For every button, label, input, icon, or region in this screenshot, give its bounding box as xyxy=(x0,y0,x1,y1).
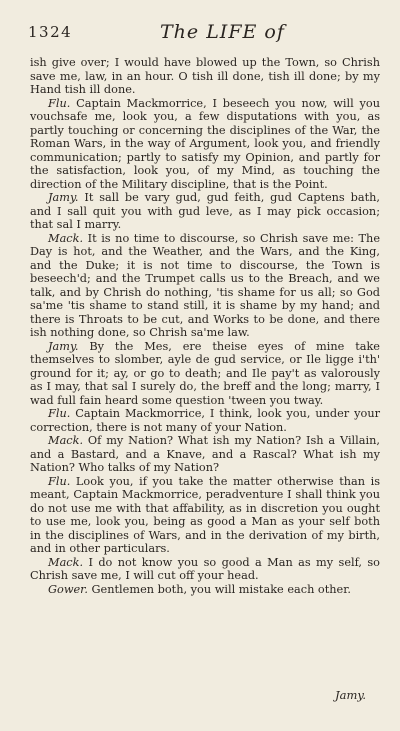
speech-paragraph xyxy=(30,232,380,340)
speaker-name: Flu. xyxy=(48,474,71,488)
speaker-name: Flu. xyxy=(48,407,71,420)
speech-paragraph xyxy=(30,434,380,475)
speaker-name: Jamy. xyxy=(48,339,79,353)
speech-text: It is no time to discourse, so Chrish save me: The Day is hot, and the Weather, and the Wars, and the King, and the Duke; it is not time to discourse, the Town is beseech'd; and the Trumpet calls us to the Breach, and we talk, and by Chrish do nothing, 'tis shame for us all; so God sa'me 'tis shame to stand still, it is shame by my hand; and there is Throats to be cut, and Works to be done, and there ish nothing done, so Chrish sa'me law. xyxy=(30,231,381,339)
speech-text: Captain Mackmorrice, I think, look you, under your correction, there is not many of your Nation. xyxy=(30,407,381,434)
speech-paragraph xyxy=(30,56,380,97)
speech-paragraph xyxy=(30,583,380,597)
speech-paragraph xyxy=(30,407,380,434)
speech-paragraph xyxy=(30,340,380,408)
speech-text: ish give over; I would have blowed up the Town, so Chrish save me, law, in an hour. O tish ill done, tish ill done; by my Hand tish ill done. xyxy=(30,56,380,96)
speech-paragraph xyxy=(30,191,380,232)
speech-text: Captain Mackmorrice, I beseech you now, will you vouchsafe me, look you, a few disputations with you, as partly touching or concerning the disciplines of the War, the Roman Wars, in the way of Argument, look you, and friendly communication; partly to satisfy my Opinion, and partly for the satisfaction, look you, of my Mind, as touching the direction of the Military discipline, that is the Point. xyxy=(30,96,380,191)
speech-text: By the Mes, ere theise eyes of mine take themselves to slomber, ayle de gud service, or Ile ligge i'th' ground for it; ay, or go to death; and Ile pay't as valorously as I may, that sal I surely do, the breff and the long; marry, I wad full fain heard some question 'tween you tway. xyxy=(30,339,380,407)
speech-paragraph xyxy=(30,556,380,583)
speaker-name: Gower. xyxy=(48,582,88,596)
speaker-name: Mack. xyxy=(48,434,84,447)
speech-text: Gentlemen both, you will mistake each other. xyxy=(91,582,351,596)
speaker-name: Flu. xyxy=(48,96,71,110)
speech-paragraph xyxy=(30,97,380,192)
speech-text: It sall be vary gud, gud feith, gud Captens bath, and I sall quit you with gud leve, as I may pick occasion; that sal I marry. xyxy=(30,191,381,231)
catchword: Jamy. xyxy=(335,688,366,702)
speech-text: Of my Nation? What ish my Nation? Ish a Villain, and a Bastard, and a Knave, and a Rascal? What ish my Nation? Who talks of my Nation? xyxy=(30,434,380,474)
play-text xyxy=(30,56,380,596)
speech-text: I do not know you so good a Man as my self, so Chrish save me, I will cut off your head. xyxy=(30,555,380,582)
speaker-name: Jamy. xyxy=(48,191,79,204)
speech-text: Look you, if you take the matter otherwise than is meant, Captain Mackmorrice, peradventure I shall think you do not use me with that affability, as in discretion you ought to use me, look you, being as good a Man as your self both in the disciplines of Wars, and in the derivation of my birth, and in other particulars. xyxy=(30,474,381,555)
running-head: The LIFE of xyxy=(160,21,285,43)
page-header xyxy=(28,18,382,46)
speaker-name: Mack. xyxy=(48,555,84,569)
speaker-name: Mack. xyxy=(48,231,84,245)
page-number: 1324 xyxy=(28,23,73,41)
speech-paragraph xyxy=(30,475,380,556)
